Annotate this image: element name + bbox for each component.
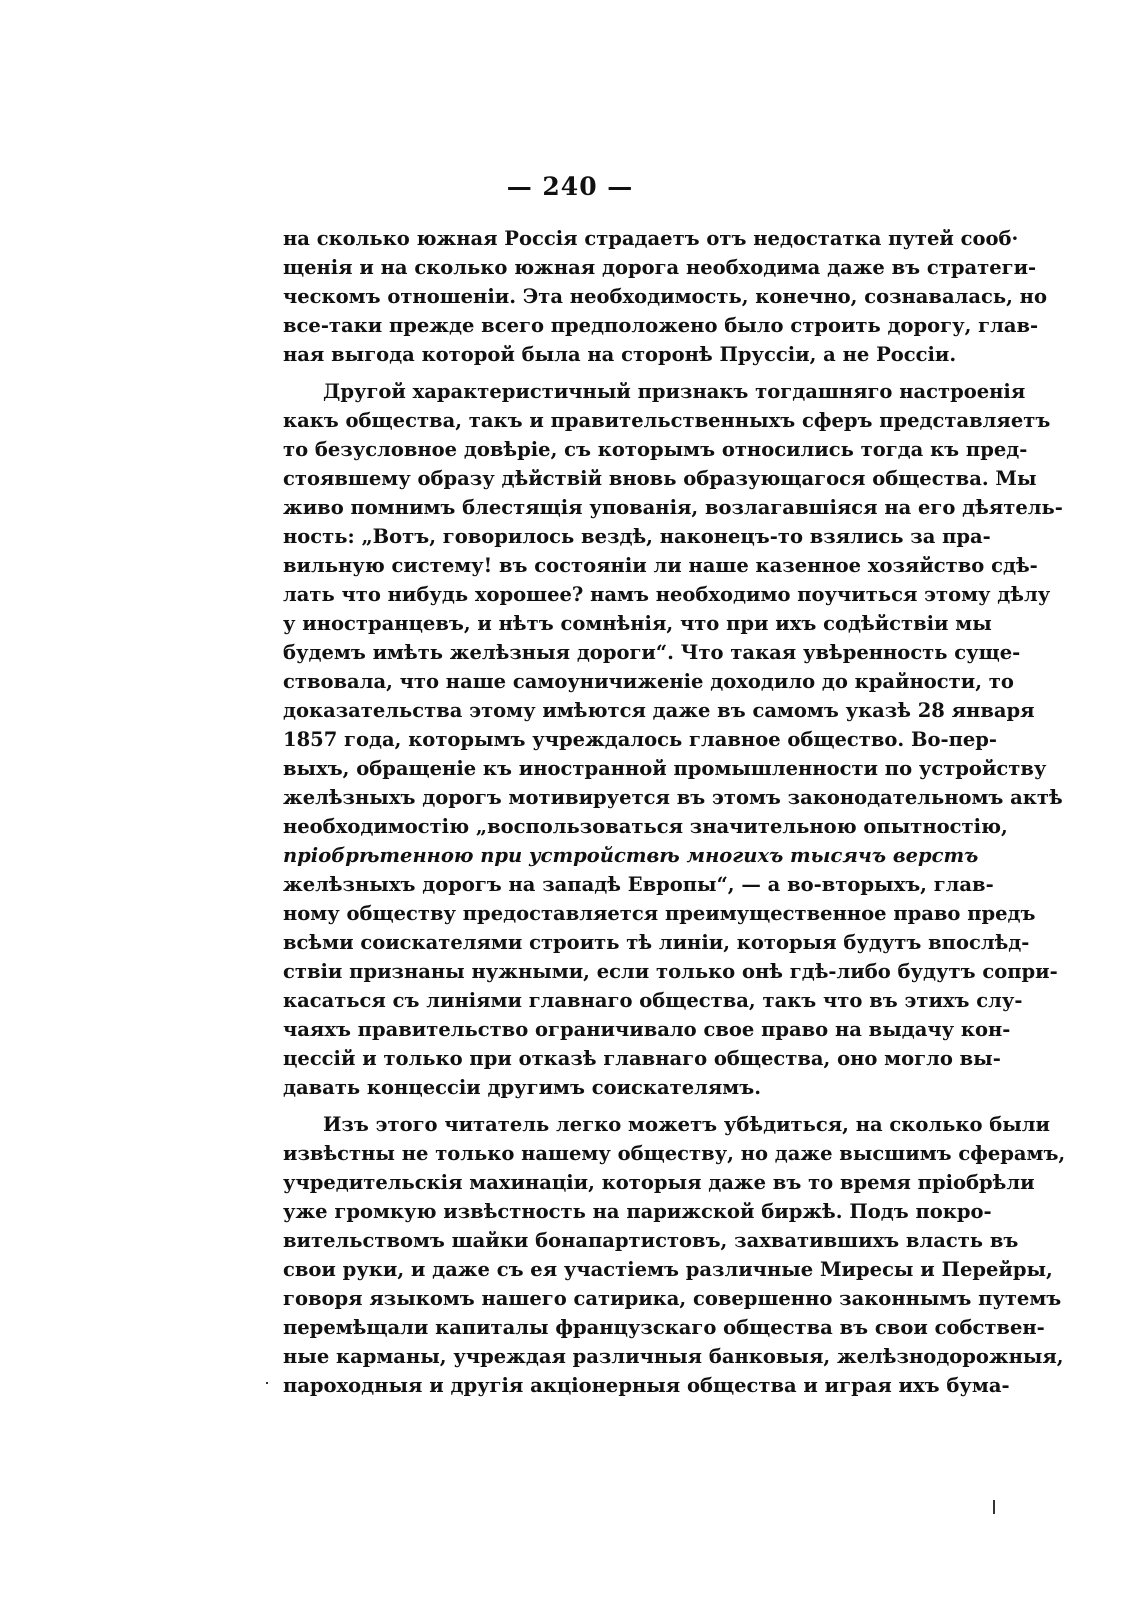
- text-line: говоря языкомъ нашего сатирика, совершенно законнымъ путемъ: [283, 1287, 1062, 1310]
- text-line: ные карманы, учреждая различныя банковыя, желѣзнодорожныя,: [283, 1345, 1064, 1368]
- page-number: — 240 —: [506, 172, 634, 201]
- text-line: Другой характеристичный признакъ тогдашняго настроенія: [323, 380, 1026, 403]
- text-line: выхъ, обращеніе къ иностранной промышленности по устройству: [283, 757, 1047, 780]
- text-line: ствіи признаны нужными, если только онѣ гдѣ-либо будутъ сопри-: [283, 960, 1058, 983]
- paragraph-3: [283, 1110, 1066, 1400]
- text-line: касаться съ линіями главнаго общества, такъ что въ этихъ слу-: [283, 989, 1023, 1012]
- text-line: стоявшему образу дѣйствій вновь образующагося общества. Мы: [283, 467, 1037, 490]
- text-line: все-таки прежде всего предположено было строить дорогу, глав-: [283, 314, 1039, 337]
- text-line: ческомъ отношеніи. Эта необходимость, конечно, сознавалась, но: [283, 285, 1047, 308]
- text-line: учредительскія махинаціи, которыя даже въ то время пріобрѣли: [283, 1171, 1035, 1194]
- text-line: свои руки, и даже съ ея участіемъ различные Миресы и Перейры,: [283, 1258, 1053, 1281]
- text-line: пароходныя и другія акціонерныя общества и играя ихъ бума-: [283, 1374, 1010, 1397]
- paragraph-1: [283, 224, 1047, 369]
- text-line: всѣми соискателями строить тѣ линіи, которыя будутъ впослѣд-: [283, 931, 1030, 954]
- text-line: вительствомъ шайки бонапартистовъ, захватившихъ власть въ: [283, 1229, 1019, 1252]
- text-line: какъ общества, такъ и правительственныхъ сферъ представляетъ: [283, 409, 1051, 432]
- text-line: вильную систему! въ состояніи ли наше казенное хозяйство сдѣ-: [283, 554, 1038, 577]
- paragraph-2: [283, 377, 1063, 1102]
- text-line: Изъ этого читатель легко можетъ убѣдиться, на сколько были: [323, 1113, 1051, 1136]
- text-line: давать концессіи другимъ соискателямъ.: [283, 1076, 761, 1099]
- text-line: желѣзныхъ дорогъ мотивируется въ этомъ законодательномъ актѣ: [283, 786, 1063, 809]
- text-line: перемѣщали капиталы французскаго общества въ свои собствен-: [283, 1316, 1045, 1339]
- scan-speck: [266, 1382, 268, 1384]
- body-text: [283, 224, 1066, 1400]
- text-line: необходимостію „воспользоваться значительною опытностію,: [283, 815, 1008, 838]
- text-line-italic: пріобрѣтенною при устройствѣ многихъ тысячъ верстъ: [283, 844, 979, 867]
- text-line: уже громкую извѣстность на парижской биржѣ. Подъ покро-: [283, 1200, 992, 1223]
- text-line: на сколько южная Россія страдаетъ отъ недостатка путей сооб·: [283, 227, 1019, 250]
- text-line: щенія и на сколько южная дорога необходима даже въ стратеги-: [283, 256, 1037, 279]
- text-line: желѣзныхъ дорогъ на западѣ Европы“, — а во-вторыхъ, глав-: [283, 873, 994, 896]
- text-line: извѣстны не только нашему обществу, но даже высшимъ сферамъ,: [283, 1142, 1066, 1165]
- text-line: доказательства этому имѣются даже въ самомъ указѣ 28 января: [283, 699, 1035, 722]
- text-line: ная выгода которой была на сторонѣ Пруссіи, а не Россіи.: [283, 343, 957, 366]
- text-line: живо помнимъ блестящія упованія, возлагавшіяся на его дѣятель-: [283, 496, 1063, 519]
- text-line: ному обществу предоставляется преимущественное право предъ: [283, 902, 1036, 925]
- scan-speck: [993, 1500, 995, 1514]
- text-line: ствовала, что наше самоуничиженіе доходило до крайности, то: [283, 670, 1014, 693]
- text-line: будемъ имѣть желѣзныя дороги“. Что такая увѣренность суще-: [283, 641, 1021, 664]
- text-line: чаяхъ правительство ограничивало свое право на выдачу кон-: [283, 1018, 1011, 1041]
- text-line: у иностранцевъ, и нѣтъ сомнѣнія, что при ихъ содѣйствіи мы: [283, 612, 992, 635]
- text-line: 1857 года, которымъ учреждалось главное общество. Во-пер-: [283, 728, 997, 751]
- text-line: цессій и только при отказѣ главнаго общества, оно могло вы-: [283, 1047, 1001, 1070]
- text-line: то безусловное довѣріе, съ которымъ относились тогда къ пред-: [283, 438, 1028, 461]
- text-line: ность: „Вотъ, говорилось вездѣ, наконецъ-то взялись за пра-: [283, 525, 991, 548]
- text-line: лать что нибудь хорошее? намъ необходимо поучиться этому дѣлу: [283, 583, 1051, 606]
